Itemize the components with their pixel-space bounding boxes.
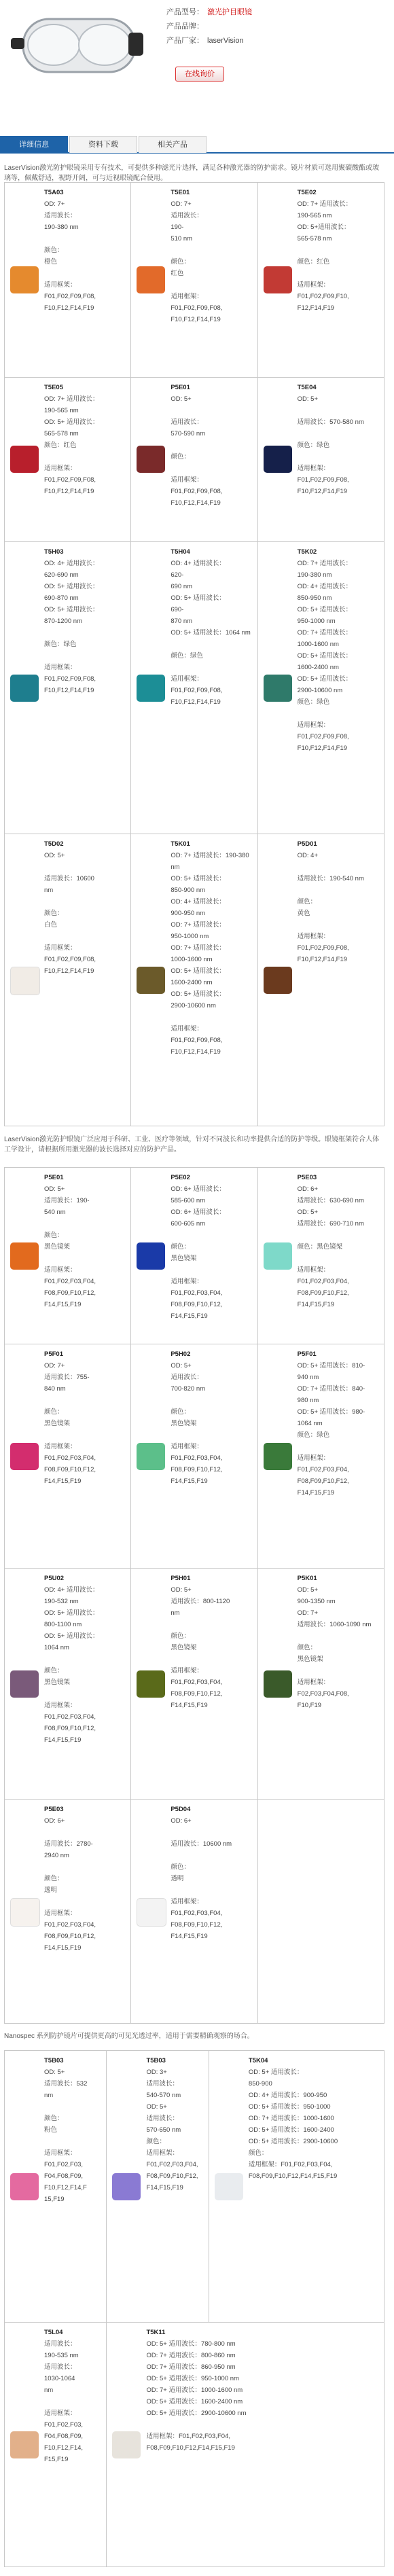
maker-value: laserVision bbox=[207, 37, 244, 45]
product-text bbox=[298, 546, 381, 754]
product-card bbox=[5, 2051, 106, 2322]
product-code: T5B03 bbox=[146, 2057, 166, 2064]
product-spec: OD: 5+ 适用波长： 850-900 OD: 4+ 适用波长：900-950 OD: 5+ 适用波长：950-1000 OD: 7+ 适用波长：1000-1600 OD: 5+ 适用波长：1600-2400 OD: 5+ 适用波长：2900-10600 颜色： 适用框架：F01,F02,F03,F04, F08,F09,F10,F12,F14,F15,F19 bbox=[248, 2069, 338, 2180]
product-spec: OD: 6+ 适用波长：2780- 2940 nm 颜色： 透明 适用框架： F01,F02,F03,F04, F08,F09,F10,F12, F14,F15,F19 bbox=[44, 1817, 96, 1952]
product-code: T5L04 bbox=[44, 2329, 63, 2336]
product-card bbox=[5, 183, 130, 377]
product-code: T5D02 bbox=[44, 840, 64, 848]
lens-swatch bbox=[137, 675, 165, 702]
lens-swatch bbox=[137, 1443, 165, 1470]
lens-swatch bbox=[10, 967, 40, 995]
product-card bbox=[131, 378, 257, 542]
product-spec: OD: 6+ 适用波长：10600 nm 颜色： 透明 适用框架： F01,F02,F03,F04, F08,F09,F10,F12, F14,F15,F19 bbox=[171, 1817, 232, 1940]
product-code: P5F01 bbox=[297, 1350, 317, 1358]
intro-note-1: LaserVision激光防护眼镜采用专有技术，可提供多种滤光片选择，满足各种激光器的防护需求。镜片材质可选用聚碳酸酯或玻璃等，佩戴舒适，视野开阔，可与近视眼镜配合使用。 bbox=[4, 164, 380, 182]
product-meta bbox=[166, 5, 252, 48]
product-card bbox=[5, 2323, 106, 2566]
product-code: T5E02 bbox=[297, 189, 317, 196]
product-code: P5D01 bbox=[297, 840, 317, 848]
product-code: P5F01 bbox=[44, 1350, 63, 1358]
lens-swatch bbox=[264, 1242, 292, 1270]
product-card bbox=[107, 2323, 384, 2566]
product-spec: OD: 4+ 适用波长： 620- 690 nm OD: 5+ 适用波长： 690- 870 nm OD: 5+ 适用波长：1064 nm 颜色：绿色 适用框架： F01,F02,F09,F08, F10,F12,F14,F19 bbox=[171, 560, 251, 706]
product-code: P5E01 bbox=[171, 383, 190, 391]
product-card bbox=[131, 1168, 257, 1344]
product-code: P5K01 bbox=[297, 1575, 317, 1582]
product-card bbox=[5, 1569, 130, 1799]
product-spec: OD: 7+ 适用波长： 190-380 nm 颜色： 橙色 适用框架： F01,F02,F09,F08, F10,F12,F14,F19 bbox=[44, 200, 96, 312]
lens-swatch bbox=[137, 446, 165, 473]
product-card bbox=[131, 834, 257, 1126]
product-grid-2 bbox=[4, 1167, 384, 2024]
product-code: T5K02 bbox=[297, 548, 317, 556]
product-card bbox=[107, 2051, 208, 2322]
lens-swatch bbox=[215, 2173, 243, 2200]
product-spec: OD: 4+ 适用波长：190-540 nm 颜色： 黄色 适用框架： F01,F02,F09,F08, F10,F12,F14,F19 bbox=[297, 852, 364, 964]
product-text bbox=[44, 1573, 128, 1746]
product-text bbox=[146, 2327, 381, 2454]
product-card bbox=[258, 542, 384, 834]
lens-swatch bbox=[10, 1898, 40, 1927]
product-code: T5H04 bbox=[171, 548, 190, 556]
product-spec: OD: 7+ 适用波长：755- 840 nm 颜色： 黑色镜架 适用框架： F01,F02,F03,F04, F08,F09,F10,F12, F14,F15,F19 bbox=[44, 1362, 96, 1485]
product-code: P5U02 bbox=[44, 1575, 65, 1582]
product-spec: OD: 5+ 适用波长：570-580 nm 颜色：绿色 适用框架： F01,F02,F09,F08, F10,F12,F14,F19 bbox=[297, 395, 364, 495]
product-text bbox=[44, 187, 128, 314]
product-card bbox=[5, 1800, 130, 2023]
product-spec: OD: 7+ 适用波长：190-380 nm OD: 5+ 适用波长： 850-900 nm OD: 4+ 适用波长： 900-950 nm OD: 7+ 适用波长： 950-1000 nm OD: 7+ 适用波长： 1000-1600 nm OD: 5+ 适用波长： 1600-2400 nm OD: 5+ 适用波长： 2900-10600 nm 适用框架： F01,F02,F09,F08, F10,F12,F14,F19 bbox=[171, 852, 249, 1056]
lens-swatch bbox=[112, 2173, 141, 2200]
product-text bbox=[44, 838, 128, 977]
lens-swatch bbox=[10, 446, 39, 473]
product-text bbox=[171, 382, 254, 509]
product-text bbox=[298, 1573, 381, 1711]
lens-swatch bbox=[137, 1242, 165, 1270]
product-spec: OD: 3+ 适用波长： 540-570 nm OD: 5+ 适用波长： 570-650 nm 颜色： 适用框架： F01,F02,F03,F04, F08,F09,F10,F12, F14,F15,F19 bbox=[146, 2069, 198, 2192]
product-text bbox=[146, 2055, 205, 2194]
product-text bbox=[171, 838, 254, 1058]
intro-note-2: LaserVision激光防护眼镜广泛应用于科研、工业、医疗等领域，针对不同波长和功率提供合适的防护等级。眼镜框架符合人体工学设计，请根据所用激光器的波长选择对应的防护产品。 bbox=[4, 1136, 380, 1153]
product-card bbox=[209, 2051, 384, 2322]
product-code: T5B03 bbox=[44, 2057, 64, 2064]
product-text bbox=[298, 1172, 381, 1310]
product-code: T5E04 bbox=[297, 383, 317, 391]
product-card bbox=[5, 378, 130, 542]
lens-swatch bbox=[10, 266, 39, 293]
product-code: T5E01 bbox=[171, 189, 190, 196]
tab-related[interactable]: 相关产品 bbox=[139, 136, 207, 153]
lens-swatch bbox=[264, 266, 292, 293]
product-grid-3 bbox=[4, 2050, 384, 2567]
product-text bbox=[171, 1804, 254, 1942]
product-text bbox=[298, 838, 381, 965]
product-spec: OD: 4+ 适用波长： 190-532 nm OD: 5+ 适用波长： 800-1100 nm OD: 5+ 适用波长： 1064 nm 颜色： 黑色镜架 适用框架： F01,F02,F03,F04, F08,F09,F10,F12, F14,F15,F19 bbox=[44, 1586, 99, 1744]
product-grid-1 bbox=[4, 182, 384, 1126]
product-text bbox=[298, 382, 381, 497]
product-spec: OD: 5+ 适用波长：10600 nm 颜色： 白色 适用框架： F01,F02,F09,F08, F10,F12,F14,F19 bbox=[44, 852, 96, 976]
lens-swatch bbox=[112, 2431, 141, 2458]
product-card bbox=[131, 183, 257, 377]
product-text bbox=[298, 1348, 381, 1499]
product-code: P5H01 bbox=[171, 1575, 191, 1582]
product-spec: OD: 5+ 适用波长： 700-820 nm 颜色： 黑色镜架 适用框架： F01,F02,F03,F04, F08,F09,F10,F12, F14,F15,F19 bbox=[171, 1362, 223, 1485]
product-code: T5E05 bbox=[44, 383, 63, 391]
product-text bbox=[249, 2055, 381, 2182]
lens-swatch bbox=[10, 1670, 39, 1698]
product-text bbox=[44, 2055, 103, 2205]
product-spec: OD: 7+ 适用波长： 190- 510 nm 颜色： 红色 适用框架： F01,F02,F09,F08, F10,F12,F14,F19 bbox=[171, 200, 223, 323]
product-spec: OD: 6+ 适用波长： 585-600 nm OD: 6+ 适用波长： 600-605 nm 颜色： 黑色镜架 适用框架： F01,F02,F03,F04, F08,F09,F10,F12, F14,F15,F19 bbox=[171, 1185, 226, 1320]
tab-downloads[interactable]: 资料下载 bbox=[69, 136, 137, 153]
lens-swatch bbox=[264, 967, 292, 994]
lens-swatch bbox=[10, 675, 39, 702]
product-text bbox=[171, 1573, 254, 1711]
product-code: P5D04 bbox=[171, 1806, 191, 1813]
product-text bbox=[44, 1348, 128, 1487]
product-spec: OD: 5+ 适用波长：190- 540 nm 颜色： 黑色镜架 适用框架： F01,F02,F03,F04, F08,F09,F10,F12, F14,F15,F19 bbox=[44, 1185, 96, 1308]
product-spec: 适用波长： 190-535 nm 适用波长： 1030-1064 nm 适用框架： F01,F02,F03, F04,F08,F09, F10,F12,F14, F15,F19 bbox=[44, 2340, 84, 2463]
product-spec: OD: 5+ 900-1350 nm OD: 7+ 适用波长：1060-1090 nm 颜色： 黑色镜架 适用框架： F02,F03,F04,F08, F10,F19 bbox=[297, 1586, 372, 1709]
product-text bbox=[171, 187, 254, 325]
product-card bbox=[258, 1168, 384, 1344]
product-code: P5E03 bbox=[297, 1174, 317, 1181]
intro-note-3: Nanospec 系列防护镜片可提供更高的可见光透过率，适用于需要精确观察的场合。 bbox=[4, 2033, 254, 2040]
laser-goggle-image bbox=[10, 5, 145, 87]
model-value: 激光护目眼镜 bbox=[207, 8, 252, 16]
product-code: T5K01 bbox=[171, 840, 190, 848]
inquiry-button[interactable]: 在线询价 bbox=[175, 67, 224, 82]
product-spec: OD: 5+ 适用波长：532 nm 颜色： 粉色 适用框架： F01,F02,F03, F04,F08,F09, F10,F12,F14,F 15,F19 bbox=[44, 2069, 88, 2203]
product-code: T5H03 bbox=[44, 548, 64, 556]
product-spec: OD: 7+ 适用波长： 190-565 nm OD: 5+适用波长： 565-578 nm 颜色：红色 适用框架： F01,F02,F09,F10, F12,F14,F19 bbox=[297, 200, 353, 312]
product-text bbox=[44, 546, 128, 696]
lens-swatch bbox=[137, 1898, 166, 1927]
product-card bbox=[131, 542, 257, 834]
product-text bbox=[44, 1804, 128, 1954]
lens-swatch bbox=[137, 266, 165, 293]
product-spec: OD: 6+ 适用波长：630-690 nm OD: 5+ 适用波长：690-710 nm 颜色：黑色镜架 适用框架： F01,F02,F03,F04, F08,F09,F10,F12, F14,F15,F19 bbox=[297, 1185, 364, 1308]
product-code: P5E03 bbox=[44, 1806, 64, 1813]
model-key: 产品型号： bbox=[166, 8, 204, 16]
product-card bbox=[131, 1344, 257, 1568]
product-text bbox=[44, 1172, 128, 1310]
product-spec: OD: 7+ 适用波长： 190-565 nm OD: 5+ 适用波长： 565-578 nm 颜色：红色 适用框架： F01,F02,F09,F08, F10,F12,F14,F19 bbox=[44, 395, 99, 495]
maker-key: 产品厂家： bbox=[166, 37, 204, 45]
product-text bbox=[171, 1172, 254, 1322]
lens-swatch bbox=[10, 1443, 39, 1470]
lens-swatch bbox=[264, 1670, 292, 1698]
product-code: T5A03 bbox=[44, 189, 64, 196]
tab-details[interactable]: 详细信息 bbox=[0, 136, 68, 153]
product-code: T5K04 bbox=[248, 2057, 268, 2064]
product-text bbox=[298, 187, 381, 314]
product-text bbox=[44, 2327, 103, 2465]
product-card bbox=[258, 183, 384, 377]
product-card bbox=[131, 1569, 257, 1799]
lens-swatch bbox=[137, 967, 165, 994]
product-code: P5H02 bbox=[171, 1350, 191, 1358]
product-card bbox=[131, 1800, 257, 2023]
lens-swatch bbox=[10, 2431, 39, 2458]
product-code: T5K11 bbox=[146, 2329, 166, 2336]
product-spec: OD: 5+ 适用波长： 570-590 nm 颜色： 适用框架： F01,F02,F09,F08, F10,F12,F14,F19 bbox=[171, 395, 223, 507]
product-card bbox=[5, 834, 130, 1126]
lens-swatch bbox=[264, 1443, 292, 1470]
product-card bbox=[5, 542, 130, 834]
product-code: P5E01 bbox=[44, 1174, 64, 1181]
lens-swatch bbox=[10, 1242, 39, 1270]
product-spec: OD: 5+ 适用波长：800-1120 nm 颜色： 黑色镜架 适用框架： F01,F02,F03,F04, F08,F09,F10,F12, F14,F15,F19 bbox=[171, 1586, 230, 1709]
product-card bbox=[258, 1569, 384, 1799]
product-text bbox=[171, 546, 254, 708]
lens-swatch bbox=[137, 1670, 165, 1698]
lens-swatch bbox=[264, 446, 292, 473]
lens-swatch bbox=[10, 2173, 39, 2200]
product-card bbox=[258, 1344, 384, 1568]
tab-bar bbox=[0, 136, 394, 154]
product-spec: OD: 7+ 适用波长： 190-380 nm OD: 4+ 适用波长： 850-950 nm OD: 5+ 适用波长： 950-1000 nm OD: 7+ 适用波长： 1000-1600 nm OD: 5+ 适用波长： 1600-2400 nm OD: 5+ 适用波长： 2900-10600 nm 颜色：绿色 适用框架： F01,F02,F09,F08, F10,F12,F14,F19 bbox=[297, 560, 353, 753]
product-spec: OD: 5+ 适用波长：780-800 nm OD: 7+ 适用波长：800-860 nm OD: 7+ 适用波长：860-950 nm OD: 5+ 适用波长：950-1000 nm OD: 7+ 适用波长：1000-1600 nm OD: 5+ 适用波长：1600-2400 nm OD: 5+ 适用波长：2900-10600 nm 适用框架：F01,F02,F03,F04, F08,F09,F10,F12,F14,F15,F19 bbox=[146, 2340, 247, 2452]
product-text bbox=[44, 382, 128, 497]
brand-key: 产品品牌： bbox=[166, 22, 204, 31]
product-spec: OD: 5+ 适用波长：810- 940 nm OD: 7+ 适用波长：840- 980 nm OD: 5+ 适用波长：980- 1064 nm 颜色：绿色 适用框架： F01,F02,F03,F04, F08,F09,F10,F12, F14,F15,F19 bbox=[297, 1362, 365, 1497]
lens-swatch bbox=[264, 675, 292, 702]
product-code: P5E02 bbox=[171, 1174, 190, 1181]
product-card bbox=[5, 1168, 130, 1344]
product-header bbox=[0, 0, 394, 102]
product-card bbox=[258, 834, 384, 1126]
product-spec: OD: 4+ 适用波长： 620-690 nm OD: 5+ 适用波长： 690-870 nm OD: 5+ 适用波长： 870-1200 nm 颜色：绿色 适用框架： F01,F02,F09,F08, F10,F12,F14,F19 bbox=[44, 560, 99, 695]
product-text bbox=[171, 1348, 254, 1487]
product-card bbox=[258, 378, 384, 542]
product-card bbox=[5, 1344, 130, 1568]
